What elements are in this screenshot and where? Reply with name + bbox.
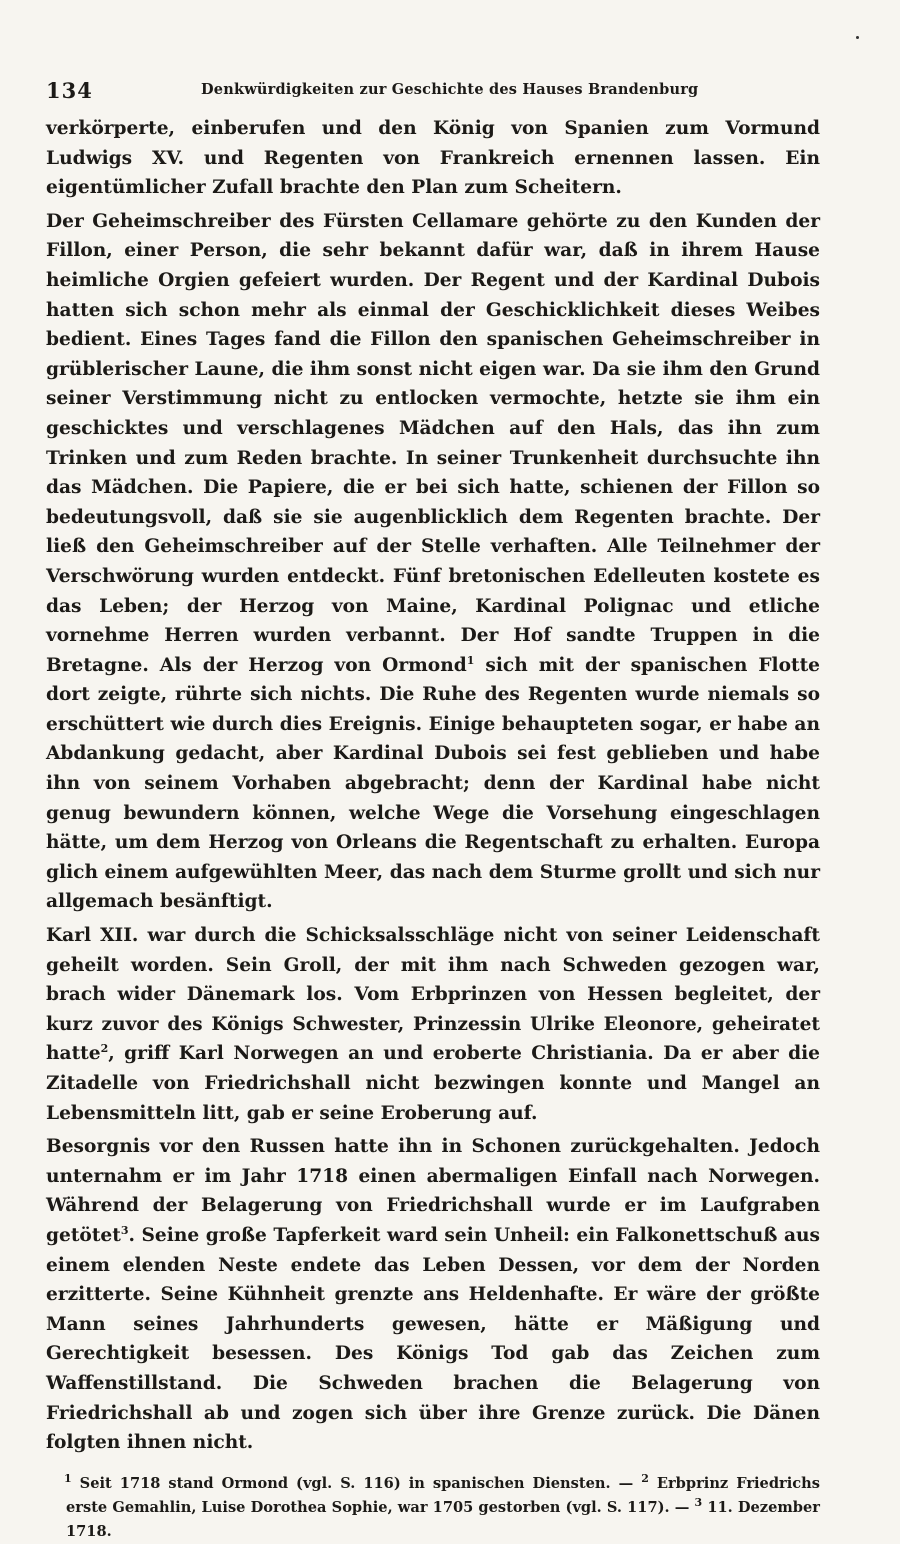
- paragraph: [46, 207, 820, 917]
- footnotes: [46, 1472, 820, 1544]
- paragraph: [46, 114, 820, 203]
- paragraph-text: sich mit der spanischen Flotte dort zeigte, rührte sich nichts. Die Ruhe des Regenten wurde niemals so erschüttert wie durch dies Ereignis. Einige behaupteten sogar, er habe an Abdankung gedacht, aber Kardinal Dubois sei fest geblieben und habe ihn von seinem Vorhaben abgebracht; denn der Kardinal habe nicht genug bewundern können, welche Wege die Vorsehung eingeschlagen hätte, um dem Herzog von Orleans die Regentschaft zu erhalten. Europa glich einem aufgewühlten Meer, das nach dem Sturme grollt und sich nur allgemach besänftigt.: [46, 654, 820, 913]
- footnote-ref[interactable]: 3: [120, 1223, 129, 1237]
- paragraph: [46, 1132, 820, 1458]
- footnote-separator: —: [669, 1498, 695, 1516]
- paragraph-text: Karl XII. war durch die Schicksalsschläge nicht von seiner Leidenschaft geheilt worden. Sein Groll, der mit ihm nach Schweden gezogen war, brach wider Dänemark los. Vom Erbprinzen von Hessen begleitet, der kurz zuvor des Königs Schwester, Prinzessin Ulrike Eleonore, geheiratet hatte: [46, 925, 820, 1065]
- page-speck: [856, 36, 859, 39]
- running-title: Denkwürdigkeiten zur Geschichte des Hauses Brandenburg: [201, 81, 699, 98]
- body-text: [46, 114, 820, 1458]
- paragraph-text: Besorgnis vor den Russen hatte ihn in Schonen zurückgehalten. Jedoch unternahm er im Jahr 1718 einen abermaligen Einfall nach Norwegen. Während der Belagerung von Friedrichshall wurde er im Laufgraben getötet: [46, 1136, 820, 1246]
- footnote-ref[interactable]: 1: [466, 653, 475, 667]
- paragraph-text: , griff Karl Norwegen an und eroberte Christiania. Da er aber die Zitadelle von Friedrichshall nicht bezwingen konnte und Mangel an Lebensmitteln litt, gab er seine Eroberung auf.: [46, 1043, 820, 1124]
- paragraph: [46, 921, 820, 1128]
- footnote-mark: 1: [64, 1471, 72, 1485]
- paragraph-text: Der Geheimschreiber des Fürsten Cellamare gehörte zu den Kunden der Fillon, einer Person, die sehr bekannt dafür war, daß in ihrem Hause heimliche Orgien gefeiert wurden. Der Regent und der Kardinal Dubois hatten sich schon mehr als einmal der Geschicklichkeit dieses Weibes bedient. Eines Tages fand die Fillon den spanischen Geheimschreiber in grüblerischer Laune, die ihm sonst nicht eigen war. Da sie ihm den Grund seiner Verstimmung nicht zu entlocken vermochte, hetzte sie ihm ein geschicktes und verschlagenes Mädchen auf den Hals, das ihn zum Trinken und zum Reden brachte. In seiner Trunkenheit durchsuchte ihn das Mädchen. Die Papiere, die er bei sich hatte, schienen der Fillon so bedeutungsvoll, daß sie sie augenblicklich dem Regenten brachte. Der ließ den Geheimschreiber auf der Stelle verhaften. Alle Teilnehmer der Verschwörung wurden entdeckt. Fünf bretonischen Edelleuten kostete es das Leben; der Herzog von Maine, Kardinal Polignac und etliche vornehme Herren wurden verbannt. Der Hof sandte Truppen in die Bretagne. Als der Herzog von Ormond: [46, 210, 820, 676]
- footnote-separator: —: [610, 1474, 642, 1492]
- footnote-text: 11. Dezember 1718.: [66, 1498, 820, 1540]
- page-header: [46, 78, 820, 118]
- footnote-text: Seit 1718 stand Ormond (vgl. S. 116) in spanischen Diensten.: [79, 1474, 611, 1492]
- footnote-text: Erbprinz Friedrichs erste Gemahlin, Luise Dorothea Sophie, war 1705 gestorben (vgl. S. 117).: [66, 1474, 820, 1516]
- paragraph-text: . Seine große Tapferkeit ward sein Unheil: ein Falkonettschuß aus einem elenden Neste endete das Leben Dessen, vor dem der Norden erzitterte. Seine Kühnheit grenzte ans Heldenhafte. Er wäre der größte Mann seines Jahrhunderts gewesen, hätte er Mäßigung und Gerechtigkeit besessen. Des Königs Tod gab das Zeichen zum Waffenstillstand. Die Schweden brachen die Belagerung von Friedrichshall ab und zogen sich über ihre Grenze zurück. Die Dänen folgten ihnen nicht.: [46, 1224, 820, 1454]
- page-number: 134: [46, 78, 93, 103]
- footnote-ref[interactable]: 2: [100, 1042, 109, 1056]
- footnote-mark: 2: [641, 1471, 649, 1485]
- paragraph-text: verkörperte, einberufen und den König von Spanien zum Vormund Ludwigs XV. und Regenten von Frankreich ernennen lassen. Ein eigentümlicher Zufall brachte den Plan zum Scheitern.: [46, 118, 820, 199]
- footnote-mark: 3: [694, 1495, 703, 1509]
